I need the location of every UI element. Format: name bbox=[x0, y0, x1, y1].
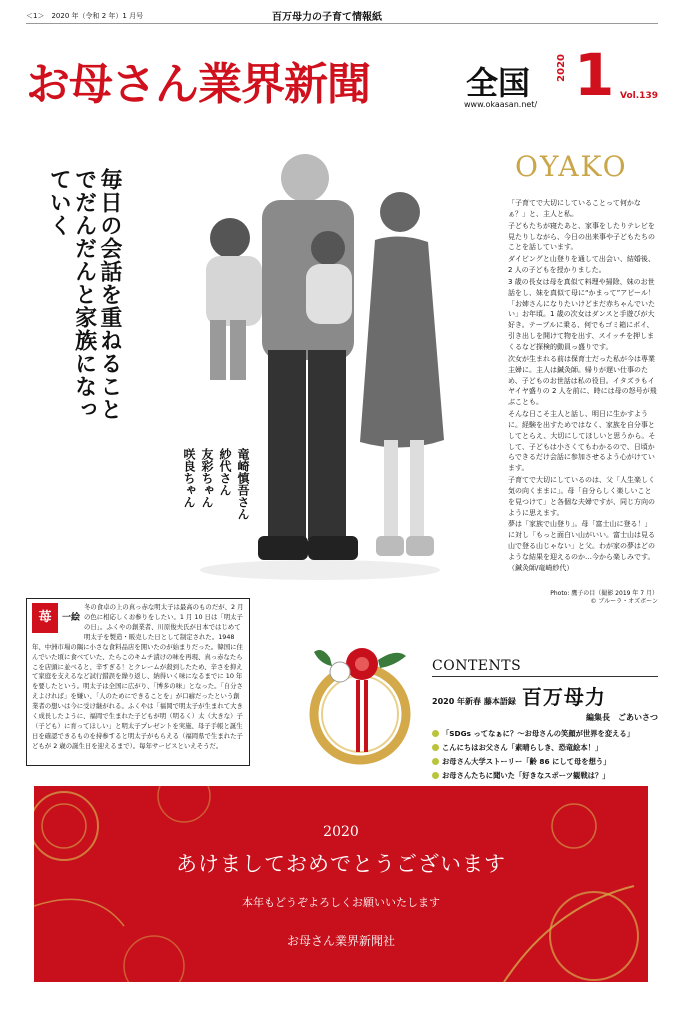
flower-column bbox=[26, 598, 250, 766]
bullet-dot-icon bbox=[432, 772, 439, 779]
banner-greeting: あけましておめでとうございます bbox=[176, 852, 506, 876]
bullet-dot-icon bbox=[432, 744, 439, 751]
volume-number: Vol.139 bbox=[620, 91, 658, 101]
flower-badge: 苺 bbox=[32, 603, 58, 633]
new-year-banner bbox=[34, 786, 648, 982]
contents-item[interactable] bbox=[432, 727, 658, 741]
contents-item-label: お母さん大学ストーリー「齢 86 にして母を想う」 bbox=[442, 756, 611, 766]
contents-item-label: お母さんたちに聞いた「好きなスポーツ観戦は？」 bbox=[442, 770, 610, 780]
contents-item-label: こんにちはお父さん「素晴らしき、恐竜絵本！」 bbox=[442, 742, 603, 752]
contents-item[interactable] bbox=[432, 769, 658, 783]
banner-decoration bbox=[34, 786, 648, 982]
family-names bbox=[180, 448, 252, 578]
banner-subtext: 本年もどうぞよろしくお願いいたします bbox=[242, 896, 440, 909]
edition-label: 全国 bbox=[466, 64, 531, 102]
banner-signature: お母さん業界新聞社 bbox=[286, 934, 395, 948]
article-paragraph: そんな日こそ主人と話し、明日に生かすように。経験を出すためではなく、家族を自分事としてとらえ、大切にしてほしいと思うから。そして、子どもは小さくてもわかるので、日頃からできるだけ会話に参加させるよう心がけています。 bbox=[508, 410, 656, 473]
article-paragraph: ダイビングと山登りを通して出会い、結婚後、2 人の子どもを授かりました。 bbox=[508, 255, 655, 275]
contents-feature-row[interactable] bbox=[432, 681, 658, 710]
new-year-wreath-illustration bbox=[300, 632, 420, 772]
contents-item[interactable] bbox=[432, 755, 658, 769]
contents-big-title: 百万母力 bbox=[521, 685, 606, 709]
contents-item-label: 「SDGs ってなぁに？〜お母さんの笑顔が世界を変える」 bbox=[442, 729, 635, 738]
newspaper-title: お母さん業界新聞 bbox=[26, 59, 370, 110]
bullet-dot-icon bbox=[432, 730, 439, 737]
feature-article bbox=[508, 198, 658, 588]
section-title-oyako: OYAKO bbox=[515, 150, 628, 183]
banner-year: 2020 bbox=[323, 824, 359, 840]
issue-year: 2020 bbox=[556, 54, 567, 82]
tagline: 百万母力の子育て情報紙 bbox=[272, 12, 382, 23]
masthead bbox=[26, 42, 658, 114]
name-mother: 紗代さん bbox=[218, 448, 232, 496]
article-paragraph: 子育てで大切にしているのは、父「人生楽しく気の向くままに」。母「自分らしく楽しいことを見つけて」と各個な夫婦ですが、同じ方向のように思えます。 bbox=[508, 476, 655, 517]
photo-credit-line: Photo: 鷹子の目（撮影 2019 年 7 月） bbox=[550, 590, 658, 597]
flower-column-title: 一絵 bbox=[62, 613, 81, 623]
issue-meta: ＜1＞ 2020 年（令和 2 年）1 月号 bbox=[26, 12, 144, 20]
feature-headline: 毎日の会話を重ねることでだんだんと家族になっていく bbox=[46, 168, 122, 421]
contents-sub: 2020 年新春 藤本語録 bbox=[432, 697, 516, 706]
article-paragraph: 3 歳の長女は母を真似て料理や掃除、妹のお世話をし、妹を真似て母に“かまって”アピール！「お姉さんになりたいけどまだ赤ちゃんでいたい」お年頃。1 歳の次女はダンスと手遊びが大好き。テーブルに乗る、何でもゴミ箱にポイ、引き出しを開けて物を出す、スイッチを押しまくるなど探検的動員っ盛りです。 bbox=[508, 277, 655, 351]
photo-credit-line: © ブルーラ・オズボーン bbox=[590, 598, 658, 606]
top-bar bbox=[26, 8, 658, 24]
photo-credit bbox=[508, 590, 658, 607]
name-father: 竜崎慎吾さん bbox=[236, 448, 250, 520]
article-paragraph: 次女が生まれる前は保育士だった私が今は専業主婦に。主人は鍼灸師。帰りが遅い仕事のため、子どものお世話は私の役目。イタズラもイヤイヤ盛りの 2 人を前に、時には母の怒号が飛ぶことも。 bbox=[508, 354, 657, 407]
contents-box bbox=[432, 658, 658, 782]
contents-item[interactable] bbox=[432, 741, 658, 755]
article-paragraph: 「子育てで大切にしていることって何かなぁ？」と、主人と私。 bbox=[508, 199, 641, 218]
wreath-icon bbox=[300, 632, 420, 772]
name-child-1: 友彩ちゃん bbox=[200, 448, 214, 508]
issue-month: 1 bbox=[574, 41, 615, 109]
contents-heading: CONTENTS bbox=[432, 658, 658, 677]
bullet-dot-icon bbox=[432, 758, 439, 765]
article-paragraph: 夢は「家族で山登り」。母「富士山に登る！」に対し「もっと面白い山がいい。富士山は見る山で登る山じゃない」と父。わが家の夢はどのような結果を迎えるのか…今から楽しみです。（鍼灸師/竜崎紗代） bbox=[508, 520, 655, 572]
contents-list bbox=[432, 727, 658, 782]
article-paragraph: 子どもたちが寝たあと、家事をしたりテレビを見たりしながら、今日の出来事や子どもたちのことを話しています。 bbox=[508, 221, 655, 252]
flower-column-text: 冬の食卓の上の真っ赤な明太子は最高のものだが、2 月の色に相応しくお参りをしたい。1 月 10 日は「明太子の日」。ふくやの創業者、川原俊夫氏が日本ではじめて明太子を製造・販売した日として制定された。1948 年、中洲市場の隅に小さな食料品店を開いたのが始まりだった。韓国に住んでいた頃に食べていた、たらこのキムチ漬けの味を再現、真っ赤なたらこを店頭に並べると、辛すぎる！とクレームが殺到したため、辛さを抑えて家庭を支えるなど試行錯誤を繰り返し、納得いく味になるまでに 10 年を要したという。明太子は全国に広がり、「博多の味」となった。「自分さえよければ」を嫌い、「人のためにできることを」が口癖だったという創業者の想いは今に受け継がれる。ふくやは「福岡で明太子が生まれて大きく成長したように、福岡で生まれた子どもが明（明るく）太（大きな）子（子ども）に育ってほしい」と明太子プレゼントを実施、母子手帳と誕生日を確認できるものを持参すると明太子がもらえる（福岡県で生まれた子どもが 2 歳の誕生日を迎えるまで）。毎年サービスといえそうだ。 bbox=[32, 603, 244, 750]
contents-editor-note: 編集長 ごあいさつ bbox=[586, 713, 658, 722]
website-url[interactable]: www.okaasan.net/ bbox=[464, 100, 538, 109]
name-child-2: 咲良ちゃん bbox=[182, 448, 196, 508]
